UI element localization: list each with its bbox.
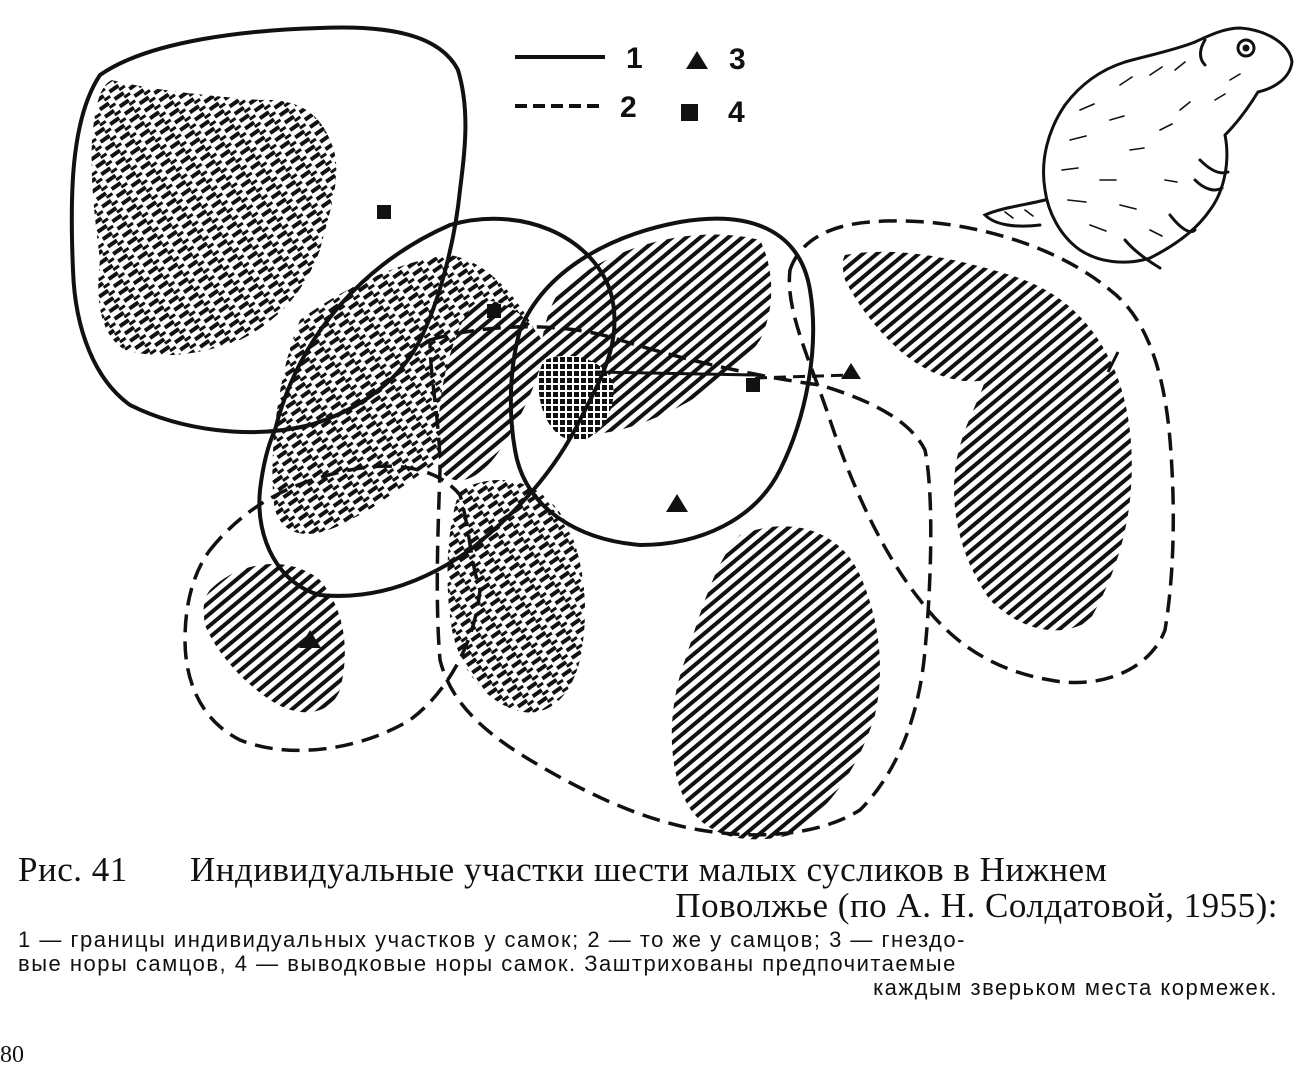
female-burrow-square-marker: [746, 378, 760, 392]
legend-label: 3: [729, 43, 746, 76]
figure-caption: [18, 852, 1288, 1000]
legend: [515, 42, 746, 129]
legend-label: 4: [728, 96, 745, 129]
feeding-area-8: [672, 526, 880, 839]
male-burrow-triangle-marker: [841, 363, 861, 379]
squirrel-body: [1044, 28, 1292, 262]
female-burrow-square-marker: [377, 205, 391, 219]
caption-body: [18, 928, 1288, 1000]
squirrel-ear: [1200, 40, 1205, 65]
legend-triangle-icon: [686, 51, 708, 69]
feeding-area-1: [92, 80, 337, 355]
squirrel-fur-strokes: [1005, 62, 1240, 236]
female-burrow-square-marker: [487, 304, 501, 318]
caption-body-line1: 1 — границы индивидуальных участков у самок; 2 — то же у самцов; 3 — гнездо-: [18, 927, 966, 952]
male-burrow-triangle-marker: [666, 494, 688, 512]
feeding-area-6: [204, 564, 345, 712]
feeding-area-9: [843, 252, 1132, 631]
squirrel-pupil: [1243, 45, 1250, 52]
legend-label: 2: [620, 91, 637, 124]
feeding-area-7: [447, 480, 585, 713]
squirrel-tail: [985, 200, 1045, 226]
ground-squirrel-illustration: [985, 28, 1292, 268]
legend-label: 1: [626, 42, 643, 75]
caption-title-line1: Индивидуальные участки шести малых сусликов в Нижнем: [190, 850, 1108, 889]
caption-title-line2: Поволжье (по А. Н. Солдатовой, 1955):: [675, 886, 1278, 925]
feeding-areas: [92, 80, 1132, 839]
page-number: 80: [0, 1042, 24, 1068]
caption-title: [18, 852, 1288, 924]
legend-square-icon: [681, 104, 698, 121]
caption-body-line2: вые норы самцов, 4 — выводковые норы самок. Заштрихованы предпочитаемые: [18, 951, 957, 976]
caption-body-line3: каждым зверьком места кормежек.: [873, 975, 1278, 1000]
figure-label: Рис. 41: [18, 850, 128, 889]
connecting-line-2: [755, 375, 850, 378]
